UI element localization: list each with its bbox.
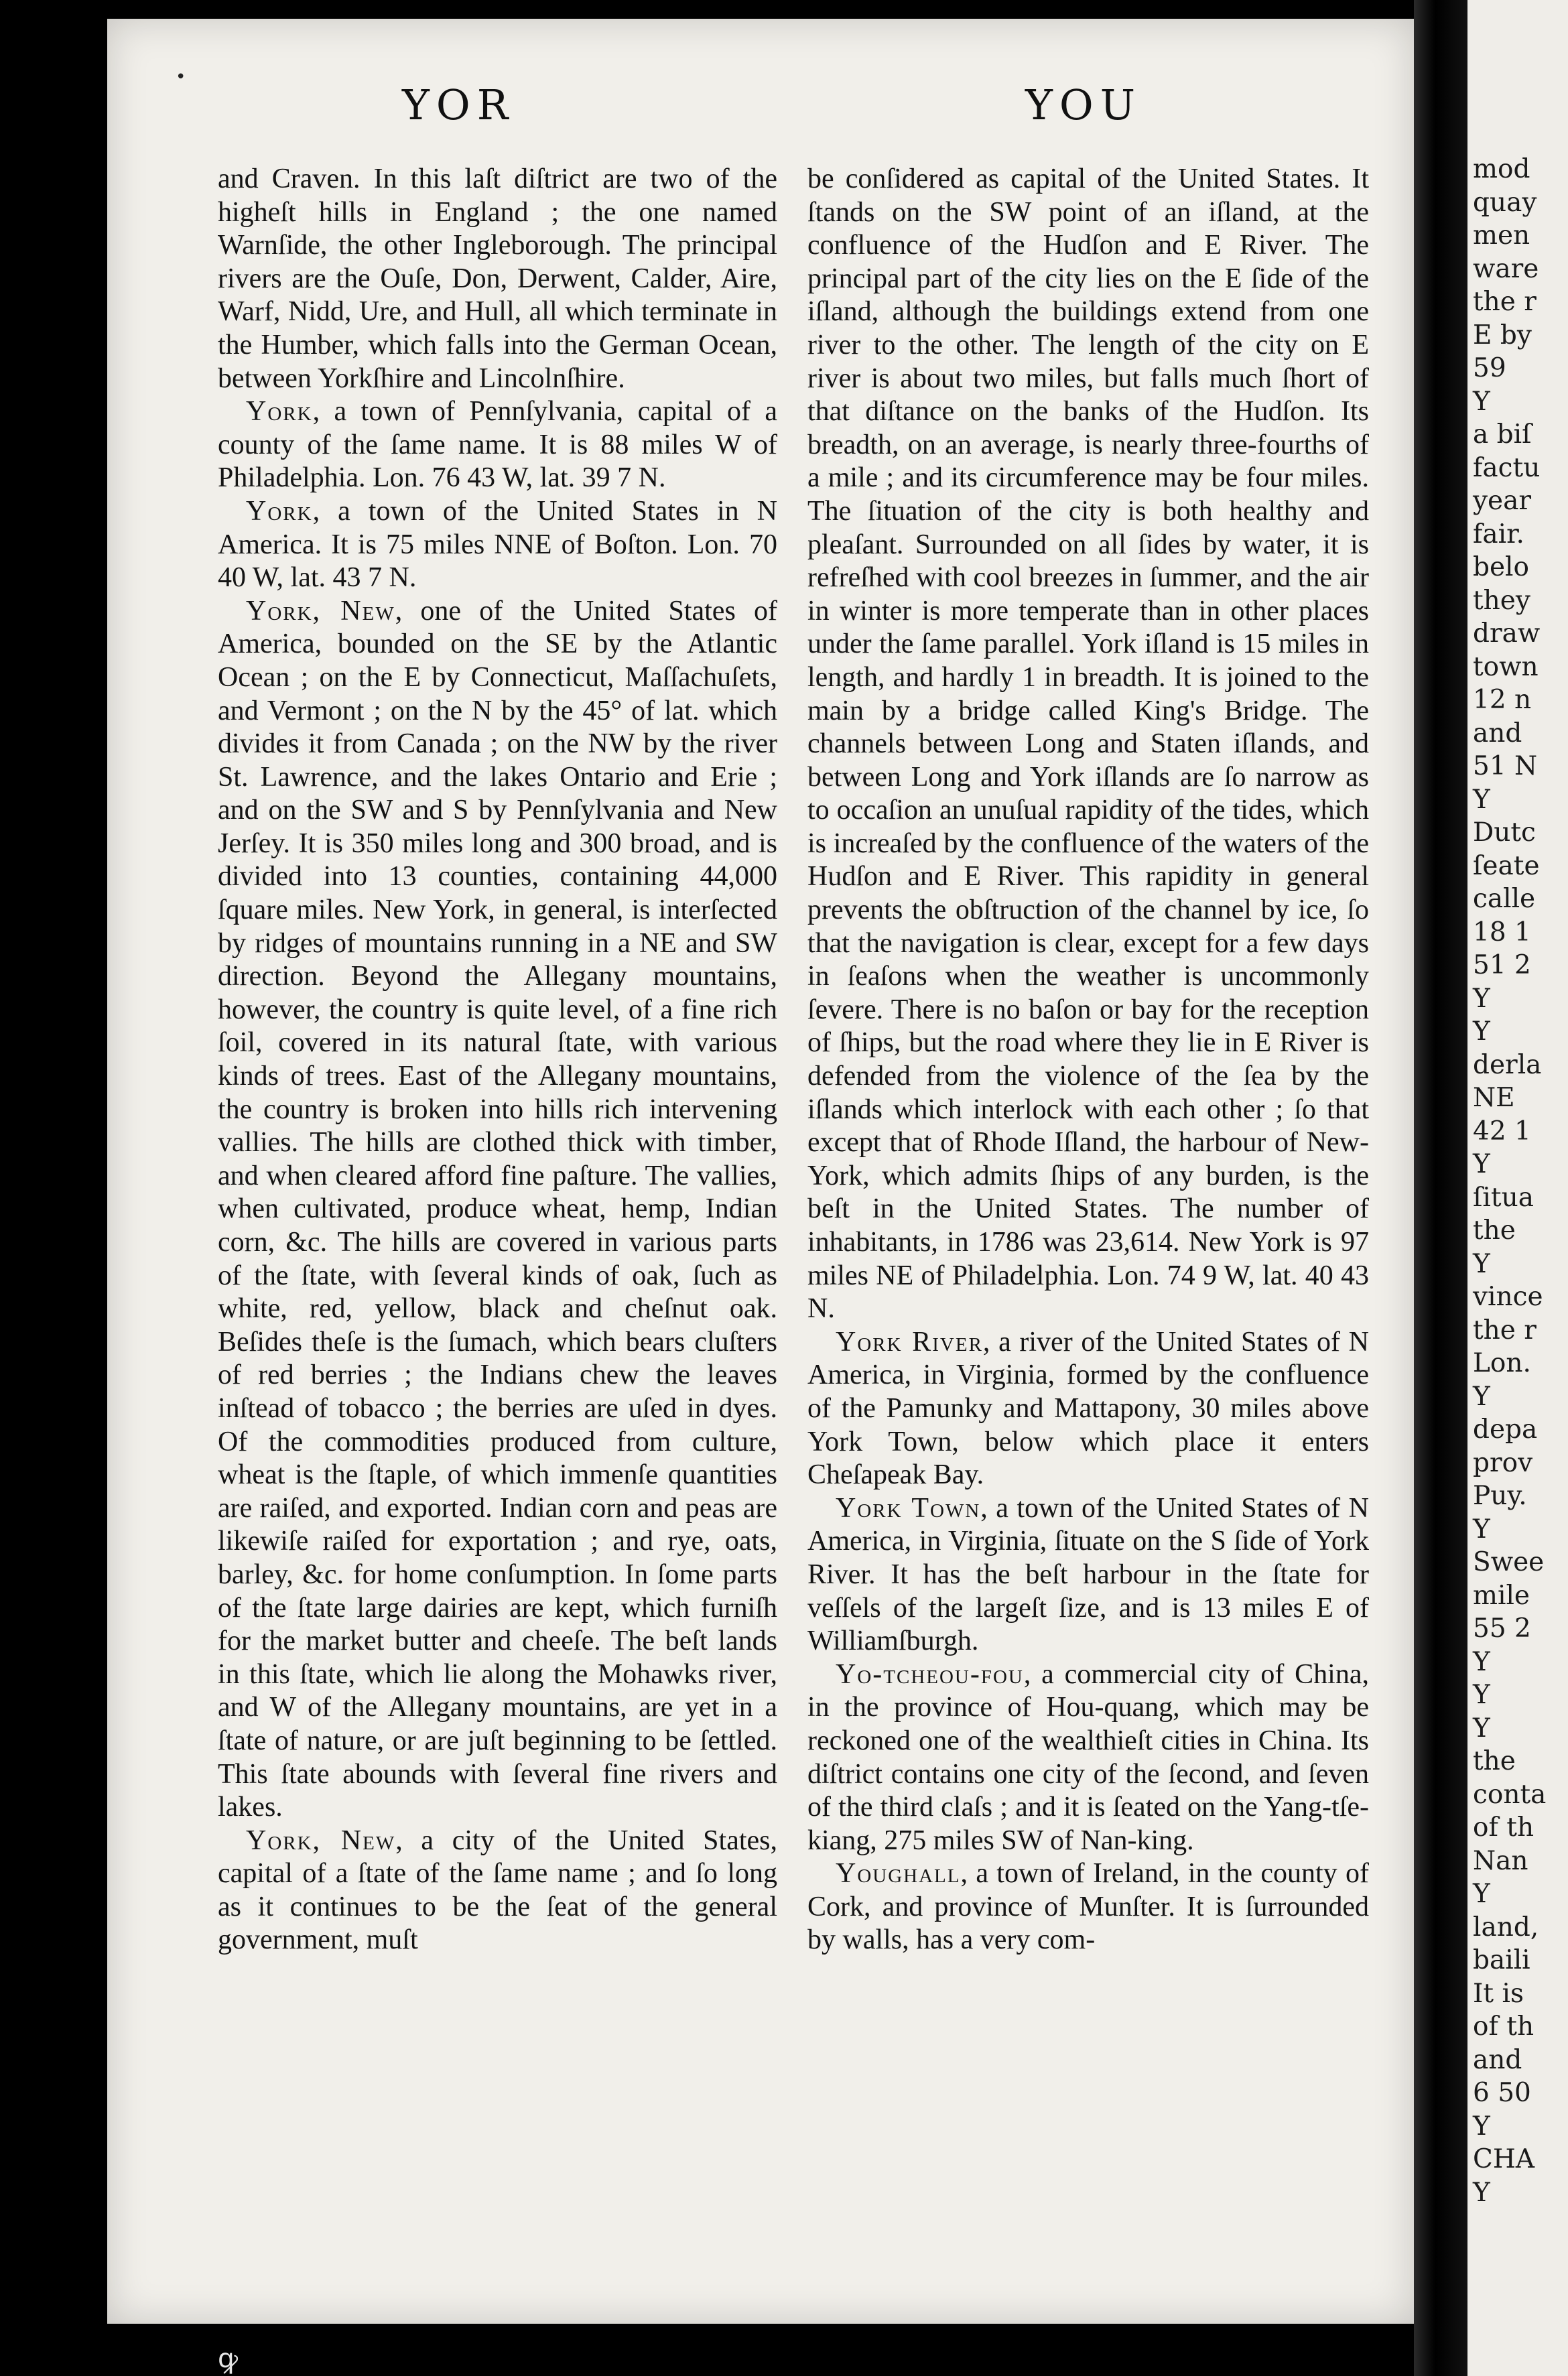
entry-headword: York Town bbox=[836, 1492, 981, 1524]
adjacent-page-line: mod bbox=[1473, 154, 1530, 184]
adjacent-page-line: conta bbox=[1473, 1779, 1547, 1810]
adjacent-page-line: factu bbox=[1473, 452, 1541, 483]
entry-text: , a commercial city of China, in the province of Hou-quang, which may be reckoned one of the wealthieſt cities in China. Its diſtrict contains one city of the ſecond, and ſeven of the third claſs ; and it is ſeated on the Yang-tſe-kiang, 275 miles SW of Nan-king. bbox=[807, 1658, 1369, 1856]
adjacent-page-line: Y bbox=[1473, 1514, 1490, 1544]
adjacent-page-edge bbox=[1467, 0, 1568, 2376]
adjacent-page-line: town bbox=[1473, 651, 1539, 682]
entry-headword: York, New bbox=[246, 595, 395, 626]
adjacent-page-line: Y bbox=[1473, 784, 1490, 815]
adjacent-page-line: 55 2 bbox=[1473, 1613, 1531, 1644]
adjacent-page-line: Y bbox=[1473, 1381, 1490, 1412]
adjacent-page-line: Y bbox=[1473, 1879, 1490, 1909]
running-head-left: YOR bbox=[402, 80, 515, 129]
entry-headword: York, New bbox=[246, 1825, 396, 1856]
entry-text: , a town of the United States of N America, in Virginia, ſituate on the S ſide of York River. It has the beſt harbour in the ſtate for veſſels of the largeſt ſize, and is 13 miles E of Williamſburgh. bbox=[807, 1492, 1370, 1657]
adjacent-page-line: It is bbox=[1473, 1978, 1524, 2009]
adjacent-page-line: land, bbox=[1473, 1912, 1539, 1942]
entry-text: , a town of Pennſylvania, capital of a county of the ſame name. It is 88 miles W of Philadelphia. Lon. 76 43 W, lat. 39 7 N. bbox=[218, 396, 777, 494]
adjacent-page-line: Y bbox=[1473, 1248, 1490, 1279]
adjacent-page-line: Y bbox=[1473, 386, 1490, 417]
adjacent-page-line: Y bbox=[1473, 1016, 1490, 1047]
adjacent-page-line: Dutc bbox=[1473, 817, 1536, 848]
entry-new-york-city-continued: be conſidered as capital of the United States. It ſtands on the SW point of an iſland, at the confluence of the Hudſon and E River. The principal part of the city lies on the E ſide of the iſland, although the buildings extend from one river to the other. The length of the city on E river is about two miles, but falls much ſhort of that diſtance on the banks of the Hudſon. Its breadth, on an average, is nearly three-fourths of a mile ; and its circumference may be four miles. The ſituation of the city is both healthy and pleaſant. Surrounded on all ſides by water, it is refreſhed with cool breezes in ſummer, and the air in winter is more temperate than in other places under the ſame parallel. York iſland is 15 miles in length, and hardly 1 in breadth. It is joined to the main by a bridge called King's Bridge. The channels between Long and Staten iſlands, and between Long and York iſlands are ſo narrow as to occaſion an unuſual rapidity of the tides, which is increaſed by the confluence of the waters of the Hudſon and E River. This rapidity in general prevents the obſtruction of the channel by ice, ſo that the navigation is clear, except for a few days in ſeaſons when the weather is uncommonly ſevere. There is no baſon or bay for the reception of ſhips, but the road where they lie in E River is defended from the violence of the ſea by the iſlands which interlock with each other ; ſo that except that of Rhode Iſland, the harbour of New-York, which admits ſhips of any burden, is the beſt in the United States. The number of inhabitants, in 1786 was 23,614. New York is 97 miles NE of Philadelphia. Lon. 74 9 W, lat. 40 43 N. bbox=[807, 163, 1369, 1325]
adjacent-page-line: 18 1 bbox=[1473, 917, 1531, 947]
adjacent-page-line: 42 1 bbox=[1473, 1116, 1531, 1146]
adjacent-page-line: 6 50 bbox=[1473, 2078, 1531, 2108]
left-column bbox=[218, 163, 777, 1957]
adjacent-page-line: they bbox=[1473, 585, 1530, 616]
adjacent-page-line: 59 bbox=[1473, 353, 1506, 383]
running-head-right: YOU bbox=[1025, 80, 1142, 129]
adjacent-page-line: of th bbox=[1473, 2011, 1534, 2042]
binding-gutter bbox=[1414, 0, 1467, 2376]
adjacent-page-line: ſeate bbox=[1473, 850, 1540, 881]
adjacent-page-line: CHA bbox=[1473, 2144, 1535, 2174]
adjacent-page-line: draw bbox=[1473, 618, 1541, 649]
adjacent-page-line: Lon. bbox=[1473, 1348, 1531, 1378]
entry-headword: York bbox=[246, 495, 313, 527]
entry-text: , a city of the United States, capital of a ſtate of the ſame name ; and ſo long as it continues to be the ſeat of the general government, muſt bbox=[218, 1825, 777, 1956]
adjacent-page-line: ware bbox=[1473, 253, 1539, 284]
right-column bbox=[807, 163, 1369, 1957]
entry-youghall bbox=[807, 1857, 1369, 1957]
adjacent-page-line: the r bbox=[1473, 1315, 1537, 1345]
adjacent-page-line: and bbox=[1473, 718, 1522, 748]
adjacent-page-fragments bbox=[1473, 153, 1568, 2209]
adjacent-page-line: Puy. bbox=[1473, 1481, 1527, 1511]
adjacent-page-line: the bbox=[1473, 1215, 1516, 1246]
entry-york-river bbox=[807, 1326, 1369, 1492]
entry-text: , a town of Ireland, in the county of Cork, and province of Munſter. It is ſurrounded by walls, has a very com- bbox=[807, 1858, 1369, 1956]
entry-york-town bbox=[807, 1492, 1369, 1658]
entry-text: , a river of the United States of N America, in Virginia, formed by the confluence of the Pamunky and Mattapony, 30 miles above York Town, below which place it enters Cheſapeak Bay. bbox=[807, 1326, 1369, 1491]
entry-york-us bbox=[218, 495, 777, 595]
adjacent-page-line: the r bbox=[1473, 287, 1537, 317]
entry-yorkshire-continued: and Craven. In this laſt diſtrict are two of the higheſt hills in England ; the one named Warnſide, the other Ingleborough. The principal rivers are the Ouſe, Don, Derwent, Calder, Aire, Warf, Nidd, Ure, and Hull, all which terminate in the Humber, which falls into the German Ocean, between Yorkſhire and Lincolnſhire. bbox=[218, 163, 777, 394]
adjacent-page-line: 51 N bbox=[1473, 751, 1538, 781]
entry-headword: Youghall bbox=[836, 1858, 961, 1890]
adjacent-page-line: E by bbox=[1473, 320, 1532, 350]
adjacent-page-line: quay bbox=[1473, 187, 1537, 218]
adjacent-page-line: derla bbox=[1473, 1049, 1542, 1080]
adjacent-page-line: Y bbox=[1473, 1646, 1490, 1677]
adjacent-page-line: prov bbox=[1473, 1447, 1533, 1478]
adjacent-page-line: NE bbox=[1473, 1083, 1515, 1113]
adjacent-page-line: Y bbox=[1473, 2177, 1490, 2208]
adjacent-page-line: Y bbox=[1473, 1713, 1490, 1743]
adjacent-page-line: belo bbox=[1473, 552, 1529, 582]
adjacent-page-line: calle bbox=[1473, 884, 1536, 914]
adjacent-page-line: 12 n bbox=[1473, 685, 1532, 715]
adjacent-page-line: the bbox=[1473, 1746, 1516, 1776]
adjacent-page-line: 51 2 bbox=[1473, 950, 1531, 980]
adjacent-page-line: mile bbox=[1473, 1580, 1530, 1611]
entry-new-york-city bbox=[218, 1825, 777, 1957]
adjacent-page-line: men bbox=[1473, 220, 1530, 251]
entry-headword: Yo-tcheou-fou bbox=[836, 1658, 1024, 1690]
entry-headword: York River bbox=[836, 1326, 983, 1358]
adjacent-page-line: Y bbox=[1473, 983, 1490, 1014]
adjacent-page-line: depa bbox=[1473, 1414, 1538, 1445]
entry-text: , a town of the United States in N America. It is 75 miles NNE of Boſton. Lon. 70 40 W, lat. 43 7 N. bbox=[218, 495, 777, 594]
adjacent-page-line: vince bbox=[1473, 1282, 1543, 1312]
entry-text: , one of the United States of America, bounded on the SE by the Atlantic Ocean ; on the E by Connecticut, Maſſachuſets, and Vermont ; on the N by the 45° of lat. which divides it from Canada ; on the NW by the river St. Lawrence, and the lakes Ontario and Erie ; and on the SW and S by Pennſylvania and New Jerſey. It is 350 miles long and 300 broad, and is divided into 13 counties, containing 44,000 ſquare miles. New York, in general, is interſected by ridges of mountains running in a NE and SW direction. Beyond the Allegany mountains, however, the country is quite level, of a fine rich ſoil, covered in its natural ſtate, with various kinds of trees. East of the Allegany mountains, the country is broken into hills rich intervening vallies. The hills are clothed thick with timber, and when cleared afford fine paſture. The vallies, when cultivated, produce wheat, hemp, Indian corn, &c. The hills are covered in various parts of the ſtate, with ſeveral kinds of oak, ſuch as white, red, yellow, black and cheſnut oak. Beſides theſe is the ſumach, which bears cluſters of red berries ; the Indians chew the leaves inſtead of tobacco ; the berries are uſed in dyes. Of the commodities produced from culture, wheat is the ſtaple, of which immenſe quantities are raiſed, and exported. Indian corn and peas are likewiſe raiſed for exportation ; and rye, oats, barley, &c. for home conſumption. In ſome parts of the ſtate large dairies are kept, which furniſh for the market butter and cheeſe. The beſt lands in this ſtate, which lie along the Mohawks river, and W of the Allegany mountains, are yet in a ſtate of nature, or are juſt beginning to be ſettled. This ſtate abounds with ſeveral fine rivers and lakes. bbox=[218, 595, 777, 1823]
adjacent-page-line: Y bbox=[1473, 1149, 1490, 1179]
adjacent-page-line: Y bbox=[1473, 1680, 1490, 1710]
entry-headword: York bbox=[246, 396, 313, 427]
adjacent-page-line: fair. bbox=[1473, 519, 1524, 549]
adjacent-page-line: Nan bbox=[1473, 1845, 1528, 1876]
adjacent-page-line: a biſ bbox=[1473, 419, 1532, 450]
adjacent-page-line: year bbox=[1473, 486, 1532, 516]
adjacent-page-line: Y bbox=[1473, 2111, 1490, 2141]
entry-new-york-state bbox=[218, 595, 777, 1825]
adjacent-page-line: of th bbox=[1473, 1812, 1534, 1843]
entry-yo-tcheou-fou bbox=[807, 1658, 1369, 1858]
adjacent-page-line: and bbox=[1473, 2044, 1522, 2075]
adjacent-page-line: ſitua bbox=[1473, 1182, 1534, 1213]
entry-york-pennsylvania bbox=[218, 395, 777, 495]
adjacent-page-line: baili bbox=[1473, 1945, 1530, 1975]
bottom-scan-mark: ꝙ bbox=[218, 2343, 239, 2374]
adjacent-page-line: Swee bbox=[1473, 1547, 1545, 1577]
speck-mark: • bbox=[176, 67, 186, 87]
